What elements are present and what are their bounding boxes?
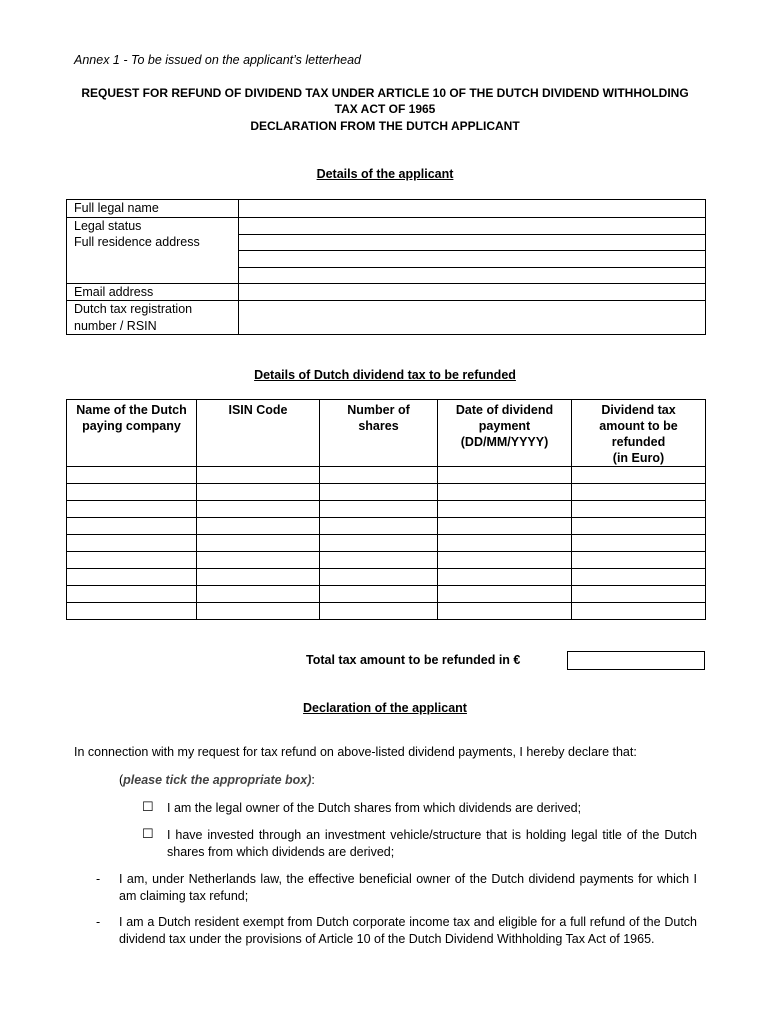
table-cell[interactable] [572, 603, 706, 620]
table-cell[interactable] [197, 569, 320, 586]
legal-status-field[interactable] [239, 217, 706, 234]
applicant-details-table [66, 199, 706, 335]
table-row [67, 569, 706, 586]
table-cell[interactable] [67, 501, 197, 518]
status-address-label-cell [67, 217, 239, 283]
dividend-table [66, 399, 706, 620]
tax-registration-label-cell [67, 301, 239, 335]
dutch-resident-declaration: I am a Dutch resident exempt from Dutch corporate income tax and eligible for a full refund of the Dutch dividend tax under the provisions of Article 10 of the Dutch Dividend Withholding Tax Act of 1965. [119, 915, 697, 946]
table-cell[interactable] [67, 603, 197, 620]
declaration-section-heading: Declaration of the applicant [303, 701, 467, 715]
table-cell[interactable] [320, 518, 438, 535]
beneficial-owner-declaration: I am, under Netherlands law, the effective beneficial owner of the Dutch dividend payments for which I am claiming tax refund; [119, 872, 697, 903]
column-header-date-line1: Date of dividend [455, 403, 554, 417]
table-cell[interactable] [438, 552, 572, 569]
address-field-line3[interactable] [239, 267, 706, 283]
table-row [67, 586, 706, 603]
column-header-company [67, 400, 197, 467]
tax-registration-label-line2: number / RSIN [74, 318, 157, 333]
table-row [67, 484, 706, 501]
document-title-line1: REQUEST FOR REFUND OF DIVIDEND TAX UNDER ARTICLE 10 OF THE DUTCH DIVIDEND WITHHOLDING [81, 86, 689, 100]
table-cell[interactable] [197, 484, 320, 501]
table-cell[interactable] [320, 586, 438, 603]
table-cell[interactable] [197, 518, 320, 535]
table-cell[interactable] [197, 603, 320, 620]
table-cell[interactable] [197, 501, 320, 518]
table-cell[interactable] [320, 552, 438, 569]
column-header-company-line1: Name of the Dutch [76, 403, 187, 417]
investment-vehicle-checkbox[interactable]: ☐ [142, 826, 154, 841]
table-cell[interactable] [67, 484, 197, 501]
table-cell[interactable] [67, 467, 197, 484]
table-cell[interactable] [320, 569, 438, 586]
total-refund-field[interactable] [567, 651, 705, 670]
table-cell[interactable] [438, 603, 572, 620]
legal-owner-option-text: I am the legal owner of the Dutch shares from which dividends are derived; [167, 801, 582, 815]
legal-status-label: Legal status [74, 218, 142, 233]
table-cell[interactable] [67, 552, 197, 569]
column-header-shares-line1: Number of [347, 403, 410, 417]
table-cell[interactable] [197, 535, 320, 552]
table-cell[interactable] [197, 552, 320, 569]
applicant-section-heading: Details of the applicant [316, 167, 454, 181]
table-cell[interactable] [438, 501, 572, 518]
table-row [67, 552, 706, 569]
table-cell[interactable] [197, 586, 320, 603]
table-cell[interactable] [67, 586, 197, 603]
table-row [67, 501, 706, 518]
table-cell[interactable] [320, 467, 438, 484]
table-cell[interactable] [572, 484, 706, 501]
column-header-amount-line4: (in Euro) [612, 451, 665, 465]
table-cell[interactable] [572, 552, 706, 569]
table-cell[interactable] [67, 518, 197, 535]
address-field-line1[interactable] [239, 234, 706, 250]
table-cell[interactable] [67, 569, 197, 586]
table-cell[interactable] [438, 569, 572, 586]
table-cell[interactable] [572, 518, 706, 535]
table-cell[interactable] [572, 467, 706, 484]
full-legal-name-label: Full legal name [67, 200, 239, 218]
column-header-shares [320, 400, 438, 467]
annex-note: Annex 1 - To be issued on the applicant’s letterhead [74, 53, 362, 67]
tick-instruction-line [119, 772, 315, 789]
bullet-dash-1: - [96, 872, 101, 886]
column-header-amount-line3: refunded [611, 435, 666, 449]
table-cell[interactable] [572, 535, 706, 552]
table-cell[interactable] [438, 467, 572, 484]
column-header-company-line2: paying company [82, 419, 181, 433]
email-address-field[interactable] [239, 283, 706, 301]
address-field-line2[interactable] [239, 250, 706, 267]
tick-colon: : [311, 773, 315, 787]
table-cell[interactable] [320, 603, 438, 620]
table-cell[interactable] [438, 586, 572, 603]
column-header-amount-line1: Dividend tax [601, 403, 676, 417]
table-cell[interactable] [320, 501, 438, 518]
table-cell[interactable] [67, 535, 197, 552]
document-title-line2: TAX ACT OF 1965 [334, 102, 436, 116]
column-header-date [438, 400, 572, 467]
column-header-amount [572, 400, 706, 467]
dividend-section-heading: Details of Dutch dividend tax to be refunded [254, 368, 516, 382]
table-row [67, 518, 706, 535]
column-header-amount-line2: amount to be [599, 419, 678, 433]
table-row [67, 603, 706, 620]
table-cell[interactable] [438, 484, 572, 501]
bullet-dash-2: - [96, 915, 101, 929]
table-row [67, 535, 706, 552]
column-header-date-line3: (DD/MM/YYYY) [460, 435, 549, 449]
email-address-label: Email address [67, 283, 239, 301]
table-cell[interactable] [320, 484, 438, 501]
declaration-intro: In connection with my request for tax refund on above-listed dividend payments, I hereby declare that: [74, 745, 637, 759]
investment-vehicle-option-text: I have invested through an investment vehicle/structure that is holding legal title of the Dutch shares from which dividends are derived; [167, 828, 697, 859]
table-row [67, 467, 706, 484]
column-header-isin-text: ISIN Code [228, 403, 288, 417]
table-cell[interactable] [572, 569, 706, 586]
table-cell[interactable] [438, 518, 572, 535]
tax-registration-field[interactable] [239, 301, 706, 335]
column-header-isin [197, 400, 320, 467]
table-cell[interactable] [320, 535, 438, 552]
full-legal-name-field[interactable] [239, 200, 706, 218]
legal-owner-checkbox[interactable]: ☐ [142, 799, 154, 814]
column-header-date-line2: payment [478, 419, 531, 433]
table-cell[interactable] [438, 535, 572, 552]
tick-open-paren: ( [119, 773, 124, 787]
table-cell[interactable] [572, 501, 706, 518]
full-residence-address-label: Full residence address [74, 235, 200, 249]
table-cell[interactable] [197, 467, 320, 484]
table-cell[interactable] [572, 586, 706, 603]
tick-instruction: please tick the appropriate box) [123, 773, 312, 787]
total-refund-label: Total tax amount to be refunded in € [306, 653, 521, 667]
document-title-line3: DECLARATION FROM THE DUTCH APPLICANT [250, 119, 520, 133]
column-header-shares-line2: shares [358, 419, 399, 433]
tax-registration-label-line1: Dutch tax registration [74, 302, 193, 316]
